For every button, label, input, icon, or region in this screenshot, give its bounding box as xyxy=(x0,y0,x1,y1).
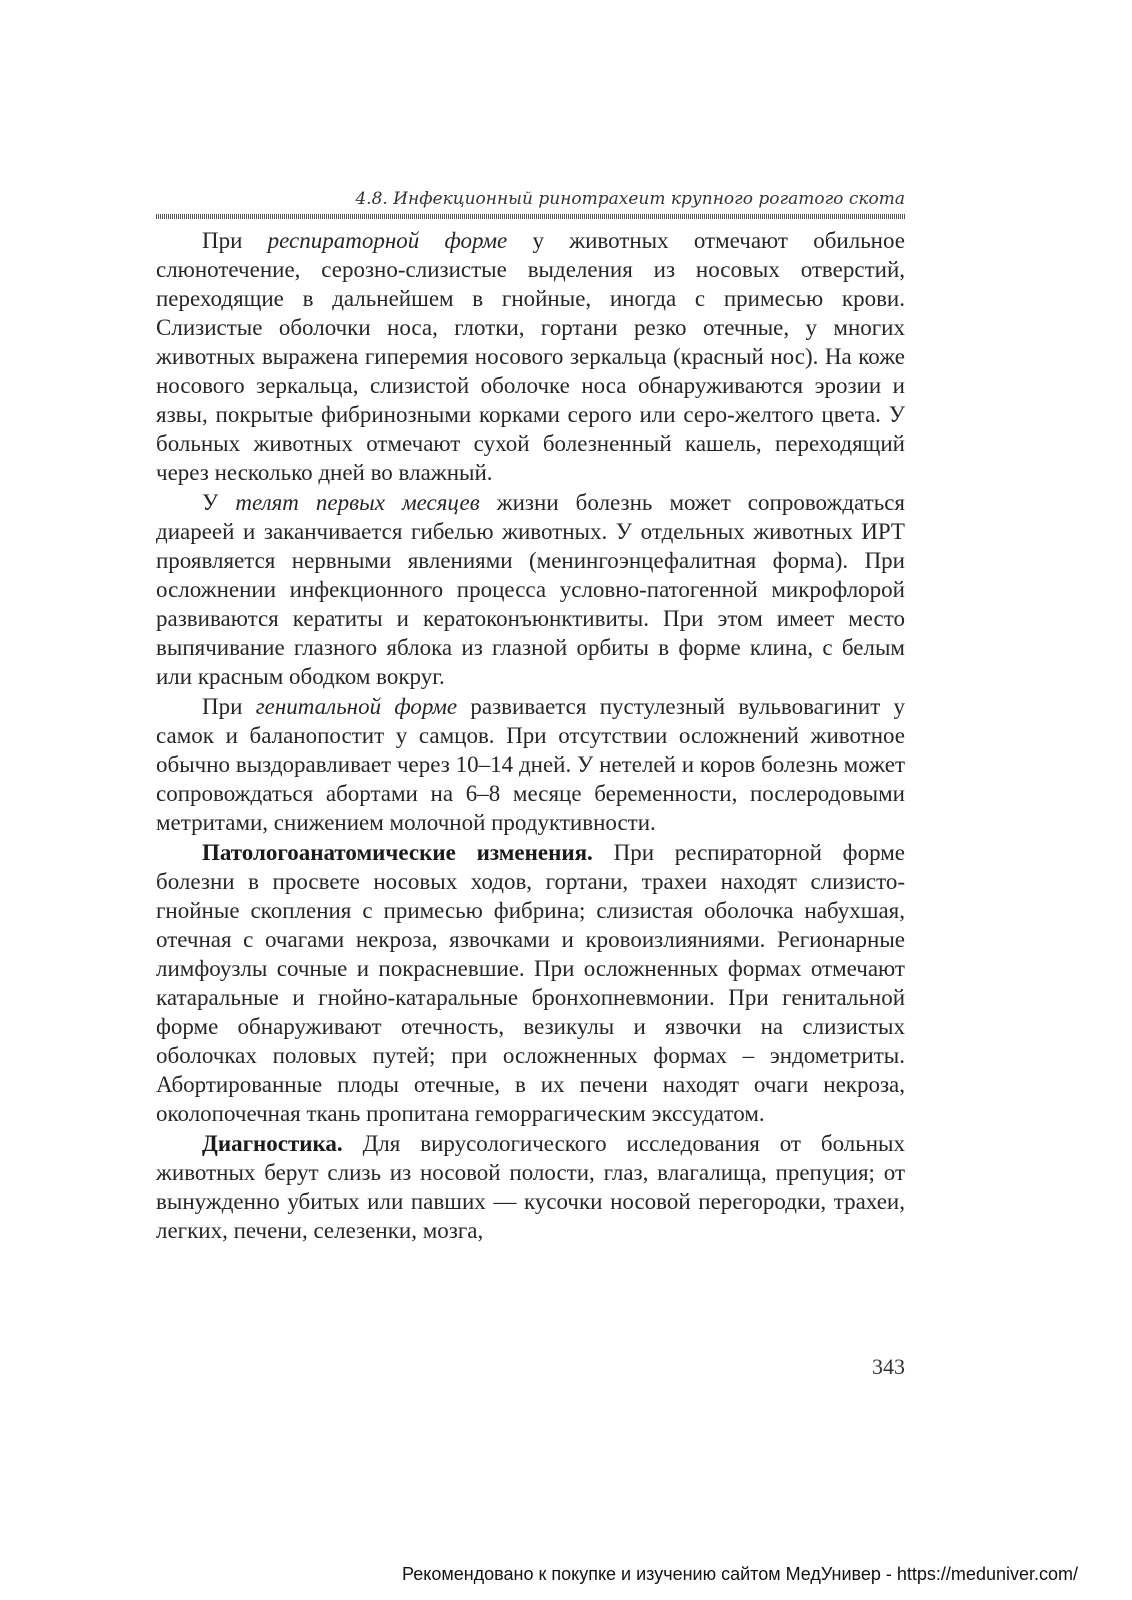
paragraph-text: При xyxy=(202,694,256,719)
section-heading-diagnostics: Диагностика. xyxy=(202,1131,343,1156)
paragraph-text: У xyxy=(202,490,236,515)
paragraph-genital-form xyxy=(156,692,905,837)
body-text xyxy=(156,226,905,1246)
paragraph-text: развивается пустулезный вульвовагинит у самок и баланопостит у самцов. При отсутствии осложнений животное обычно выздоравливает через 10–14 дней. У нетелей и коров болезнь может сопровождаться абортами на 6–8 месяце беременности, послеродовыми метритами, снижением молочной продуктивности. xyxy=(156,694,906,835)
paragraph-diagnostics xyxy=(156,1129,905,1245)
italic-term: телят первых месяцев xyxy=(235,490,480,515)
paragraph-pathology xyxy=(156,838,905,1128)
paragraph-respiratory-form xyxy=(156,226,905,487)
paragraph-text: При респираторной форме болезни в просвете носовых ходов, гортани, трахеи находят слизисто-гнойные скопления с примесью фибрина; слизистая оболочка набухшая, отечная с очагами некроза, язвочками и кровоизлияниями. Регионарные лимфоузлы сочные и покрасневшие. При осложненных формах отмечают катаральные и гнойно-катаральные бронхопневмонии. При генитальной форме обнаруживают отечность, везикулы и язвочки на слизистых оболочках половых путей; при осложненных формах – эндометриты. Абортированные плоды отечные, в их печени находят очаги некроза, околопочечная ткань пропитана геморрагическим экссудатом. xyxy=(156,840,905,1126)
section-heading-pathology: Патологоанатомические изменения. xyxy=(202,840,593,865)
paragraph-text: Для вирусологического исследования от больных животных берут слизь из носовой полости, глаз, влагалища, препуция; от вынужденно убитых или павших — кусочки носовой перегородки, трахеи, легких, печени, селезенки, мозга, xyxy=(156,1131,905,1243)
page-number: 343 xyxy=(872,1354,905,1379)
paragraph-calves xyxy=(156,488,905,691)
header-rule xyxy=(156,214,905,219)
watermark-text: Рекомендовано к покупке и изучению сайтом МедУнивер - https://meduniver.com/ xyxy=(402,1564,1078,1584)
italic-term: респираторной форме xyxy=(267,228,508,253)
running-head: 4.8. Инфекционный ринотрахеит крупного рогатого скота xyxy=(355,189,905,209)
paragraph-text: При xyxy=(202,228,268,253)
paragraph-text: у животных отмечают обильное слюнотечение, серозно-слизистые выделения из носовых отверстий, переходящие в дальнейшем в гнойные, иногда с примесью крови. Слизистые оболочки носа, глотки, гортани резко отечные, у многих животных выражена гиперемия носового зеркальца (красный нос). На коже носового зеркальца, слизистой оболочке носа обнаруживаются эрозии и язвы, покрытые фибринозными корками серого или серо-желтого цвета. У больных животных отмечают сухой болезненный кашель, переходящий через несколько дней во влажный. xyxy=(156,228,905,485)
paragraph-text: жизни болезнь может сопровождаться диареей и заканчивается гибелью животных. У отдельных животных ИРТ проявляется нервными явлениями (менингоэнцефалитная форма). При осложнении инфекционного процесса условно-патогенной микрофлорой развиваются кератиты и кератоконъюнктивиты. При этом имеет место выпячивание глазного яблока из глазной орбиты в форме клина, с белым или красным ободком вокруг. xyxy=(156,490,905,689)
italic-term: генитальной форме xyxy=(255,694,458,719)
